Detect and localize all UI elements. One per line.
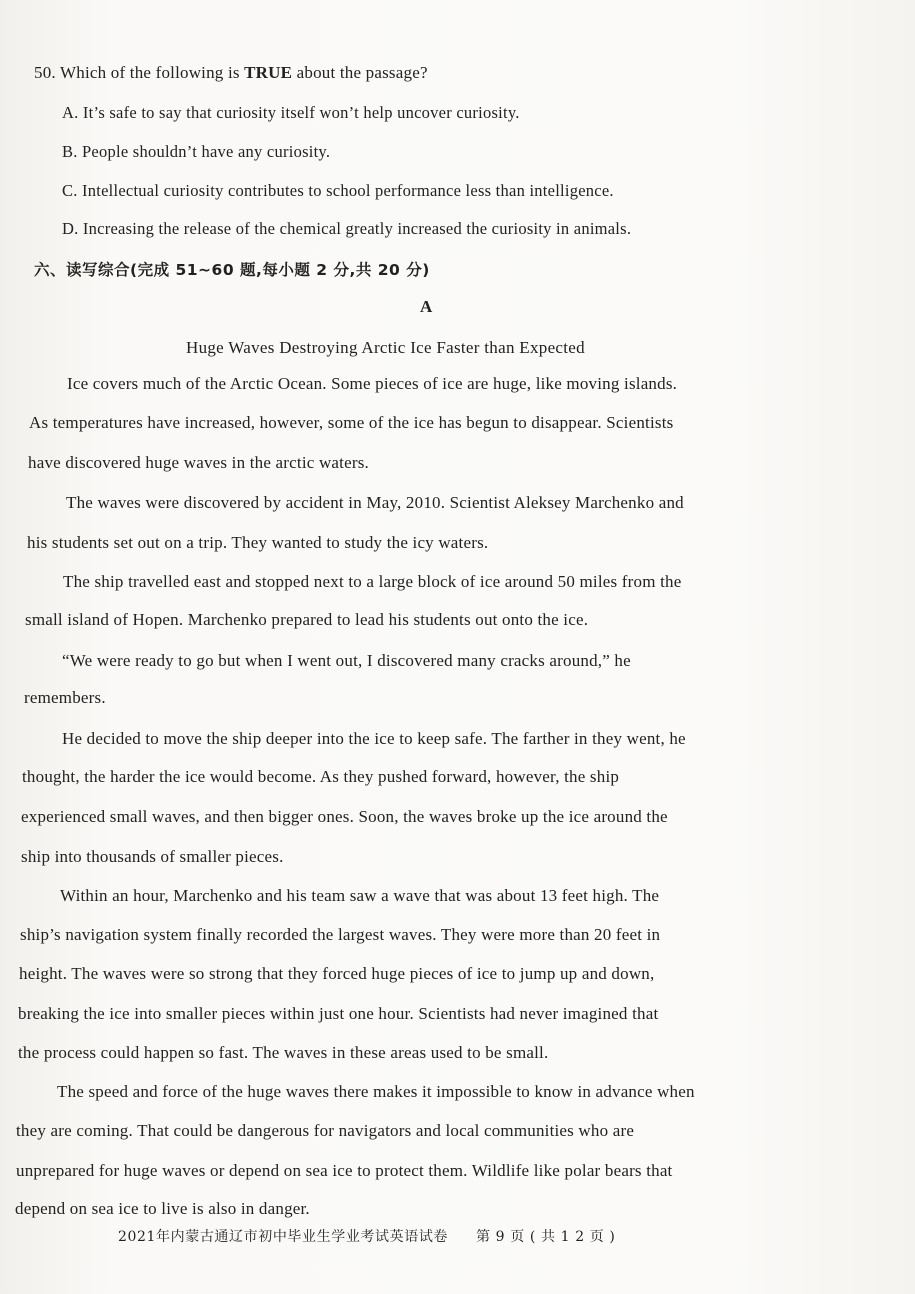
passage-line: unprepared for huge waves or depend on sea ice to protect them. Wildlife like polar bears that: [16, 1161, 673, 1180]
passage-title: Huge Waves Destroying Arctic Ice Faster than Expected: [186, 338, 585, 357]
question-stem-bold: TRUE: [244, 63, 293, 82]
passage-line: remembers.: [24, 688, 106, 707]
passage-line: He decided to move the ship deeper into the ice to keep safe. The farther in they went, he: [62, 729, 686, 748]
passage-line: Within an hour, Marchenko and his team saw a wave that was about 13 feet high. The: [60, 886, 660, 905]
passage-line: his students set out on a trip. They wanted to study the icy waters.: [27, 533, 489, 552]
question-stem-suffix: about the passage?: [292, 63, 428, 82]
section-heading: 六、读写综合(完成 51~60 题,每小题 2 分,共 20 分): [34, 261, 430, 279]
passage-line: The ship travelled east and stopped next to a large block of ice around 50 miles from the: [63, 572, 682, 591]
passage-line: small island of Hopen. Marchenko prepared to lead his students out onto the ice.: [25, 610, 589, 629]
part-label: A: [420, 297, 433, 316]
footer-page-info: 第 9 页 ( 共 1 2 页 ): [476, 1229, 616, 1245]
passage-line: experienced small waves, and then bigger ones. Soon, the waves broke up the ice around the: [21, 807, 668, 826]
passage-line: breaking the ice into smaller pieces within just one hour. Scientists had never imagined that: [18, 1004, 659, 1023]
passage-line: The speed and force of the huge waves there makes it impossible to know in advance when: [57, 1082, 695, 1101]
option-b: B. People shouldn’t have any curiosity.: [62, 142, 331, 161]
passage-line: The waves were discovered by accident in May, 2010. Scientist Aleksey Marchenko and: [66, 493, 684, 512]
passage-line: ship into thousands of smaller pieces.: [21, 847, 284, 866]
footer-exam-title: 2021年内蒙古通辽市初中毕业生学业考试英语试卷: [118, 1229, 449, 1245]
passage-line: depend on sea ice to live is also in danger.: [15, 1199, 310, 1218]
passage-line: thought, the harder the ice would become. As they pushed forward, however, the ship: [22, 767, 620, 786]
question-stem-prefix: 50. Which of the following is: [34, 63, 245, 82]
option-c: C. Intellectual curiosity contributes to school performance less than intelligence.: [62, 181, 614, 200]
passage-line: height. The waves were so strong that they forced huge pieces of ice to jump up and down,: [19, 964, 655, 983]
option-d: D. Increasing the release of the chemical greatly increased the curiosity in animals.: [62, 219, 632, 238]
passage-line: the process could happen so fast. The waves in these areas used to be small.: [18, 1043, 549, 1062]
passage-line: “We were ready to go but when I went out, I discovered many cracks around,” he: [62, 651, 631, 670]
passage-line: ship’s navigation system finally recorded the largest waves. They were more than 20 feet in: [20, 925, 661, 944]
passage-line: have discovered huge waves in the arctic waters.: [28, 453, 369, 472]
passage-line: As temperatures have increased, however, some of the ice has begun to disappear. Scientists: [29, 413, 674, 432]
option-a: A. It’s safe to say that curiosity itself won’t help uncover curiosity.: [62, 103, 520, 122]
page-footer: [118, 1226, 615, 1246]
passage-line: they are coming. That could be dangerous for navigators and local communities who are: [16, 1121, 635, 1140]
passage-line: Ice covers much of the Arctic Ocean. Some pieces of ice are huge, like moving islands.: [67, 374, 678, 393]
question-50-stem: [34, 63, 428, 83]
